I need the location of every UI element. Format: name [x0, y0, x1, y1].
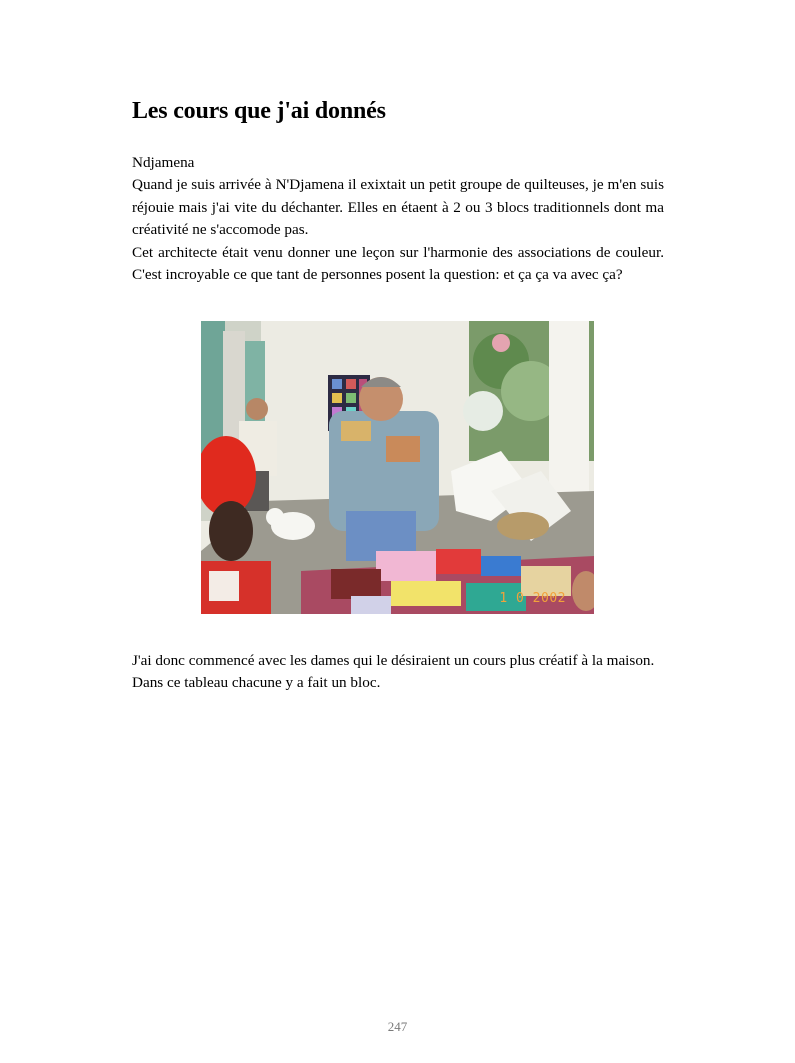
paragraph: Quand je suis arrivée à N'Djamena il exixtait un petit groupe de quilteuses, je m'en suis réjouie mais j'ai vite du déchanter. Elles en étaent à 2 ou 3 blocs traditionnels dont ma créativité ne s'accomode pas. — [132, 176, 664, 239]
photo-date-stamp: 1 0 2002 — [499, 591, 566, 606]
intro-text — [132, 152, 664, 286]
workshop-photo — [201, 321, 594, 614]
paragraph: J'ai donc commencé avec les dames qui le désiraient un cours plus créatif à la maison. — [132, 652, 655, 669]
page-title: Les cours que j'ai donnés — [132, 98, 386, 124]
paragraph: Cet architecte était venu donner une leçon sur l'harmonie des associations de couleur. C'est incroyable ce que tant de personnes posent la question: et ça ça va avec ça? — [132, 243, 664, 284]
paragraph-location: Ndjamena — [132, 154, 195, 171]
paragraph: Dans ce tableau chacune y a fait un bloc. — [132, 674, 381, 692]
photo-illustration — [201, 321, 594, 614]
page-number: 247 — [387, 1019, 408, 1034]
closing-text — [132, 650, 664, 695]
